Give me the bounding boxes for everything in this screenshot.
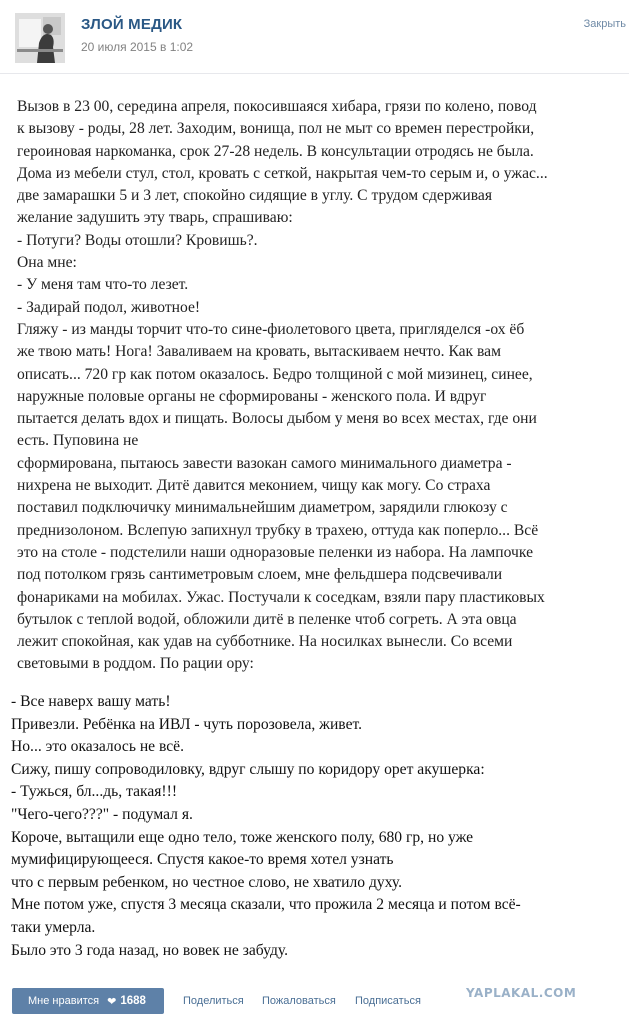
post-header: [0, 0, 629, 74]
post-line: "Чего-чего???" - подумал я.: [11, 805, 193, 823]
post-line: же твою мать! Нога! Заваливаем на кровать, вытаскиваем нечто. Как вам: [17, 343, 501, 361]
post-line: сформирована, пытаюсь завести вазокан самого минимального диаметра -: [17, 454, 512, 472]
post-line: героиновая наркоманка, срок 27-28 недель. В консультации отродясь не была.: [17, 142, 534, 160]
post-line: Но... это оказалось не всё.: [11, 738, 185, 756]
post-line: Она мне:: [17, 254, 77, 272]
post-line: Было это 3 года назад, но вовек не забуду.: [11, 941, 289, 959]
watermark-logo: YAPLAKAL.COM: [466, 986, 577, 1000]
post-line: есть. Пуповина не: [17, 432, 139, 450]
like-button[interactable]: [12, 988, 164, 1014]
post-line: - Задирай подол, животное!: [17, 298, 201, 316]
post-line: это на столе - подстелили наши одноразовые пеленки из набора. На лампочке: [17, 543, 533, 561]
post-line: к вызову - роды, 28 лет. Заходим, вонища, пол не мыт со времен перестройки,: [17, 120, 535, 138]
avatar-image: [15, 13, 65, 63]
post-line: фонариками на мобилах. Ужас. Постучали к соседкам, взяли пару пластиковых: [17, 588, 545, 606]
post-line: - Все наверх вашу мать!: [11, 693, 171, 710]
close-button[interactable]: Закрыть: [583, 18, 626, 30]
post-line: световыми в роддом. По рации ору:: [17, 655, 254, 673]
post-line: - У меня там что-то лезет.: [17, 276, 189, 294]
post-line: поставил подключичку минимальнейшим диаметром, зарядили глюкозу с: [17, 499, 508, 517]
post-line: лежит спокойная, как удав на субботнике. На носилках вынесли. Со всеми: [17, 633, 513, 651]
post-line: Гляжу - из манды торчит что-то сине-фиолетового цвета, пригляделся -ох ёб: [17, 320, 525, 338]
post-line: желание задушить эту тварь, спрашиваю:: [17, 209, 293, 227]
like-count: 1688: [120, 995, 146, 1007]
post-line: Сижу, пишу сопроводиловку, вдруг слышу по коридору орет акушерка:: [11, 760, 485, 778]
post-line: наружные половые органы не сформированы - женского пола. И вдруг: [17, 387, 487, 405]
post-text: [17, 96, 617, 676]
post-line: пытается делать вдох и пищать. Волосы дыбом у меня во всех местах, где они: [17, 410, 537, 428]
post-footer: [0, 984, 629, 1018]
post-line: Мне потом уже, спустя 3 месяца сказали, что прожила 2 месяца и потом всё-: [11, 896, 521, 914]
post-line: бутылок с теплой водой, обложили дитё в пеленке чтоб согреть. А эта овца: [17, 610, 517, 628]
post-line: мумифицирующееся. Спустя какое-то время хотел узнать: [11, 851, 394, 869]
post-line: Дома из мебели стул, стол, кровать с сеткой, накрытая чем-то серым и, о ужас...: [17, 164, 548, 182]
post-line: - Тужься, бл...дь, такая!!!: [11, 783, 178, 801]
post-line: две замарашки 5 и 3 лет, спокойно сидящие в углу. С трудом сдерживая: [17, 187, 493, 205]
post-line: Короче, вытащили еще одно тело, тоже женского полу, 680 гр, но уже: [11, 828, 474, 846]
post-date[interactable]: 20 июля 2015 в 1:02: [81, 40, 194, 54]
post-line: нихрена не выходит. Дитё давится меконием, чищу как могу. Со страха: [17, 477, 491, 495]
post-line: преднизолоном. Вслепую запихнул трубку в трахею, оттуда как поперло... Всё: [17, 521, 539, 539]
subscribe-link[interactable]: Подписаться: [355, 995, 421, 1007]
post-line: под потолком грязь сантиметровым слоем, мне фельдшера подсвечивали: [17, 566, 503, 584]
author-name[interactable]: ЗЛОЙ МЕДИК: [81, 16, 183, 33]
heart-icon: ❤: [107, 995, 117, 1008]
post-line: таки умерла.: [11, 918, 96, 936]
post-line: описать... 720 гр как потом оказалось. Бедро толщиной с мой мизинец, синее,: [17, 365, 533, 383]
post-line: что с первым ребенком, но честное слово, не хватило духу.: [11, 873, 403, 891]
post-line: - Потуги? Воды отошли? Кровишь?.: [17, 231, 258, 249]
like-label: Мне нравится: [28, 995, 100, 1007]
post-line: Вызов в 23 00, середина апреля, покосившаяся хибара, грязи по колено, повод: [17, 98, 537, 115]
post-text-continued: [11, 691, 621, 962]
post-line: Привезли. Ребёнка на ИВЛ - чуть порозовела, живет.: [11, 715, 363, 733]
report-link[interactable]: Пожаловаться: [262, 995, 336, 1007]
share-link[interactable]: Поделиться: [183, 995, 244, 1007]
avatar[interactable]: [15, 13, 65, 63]
